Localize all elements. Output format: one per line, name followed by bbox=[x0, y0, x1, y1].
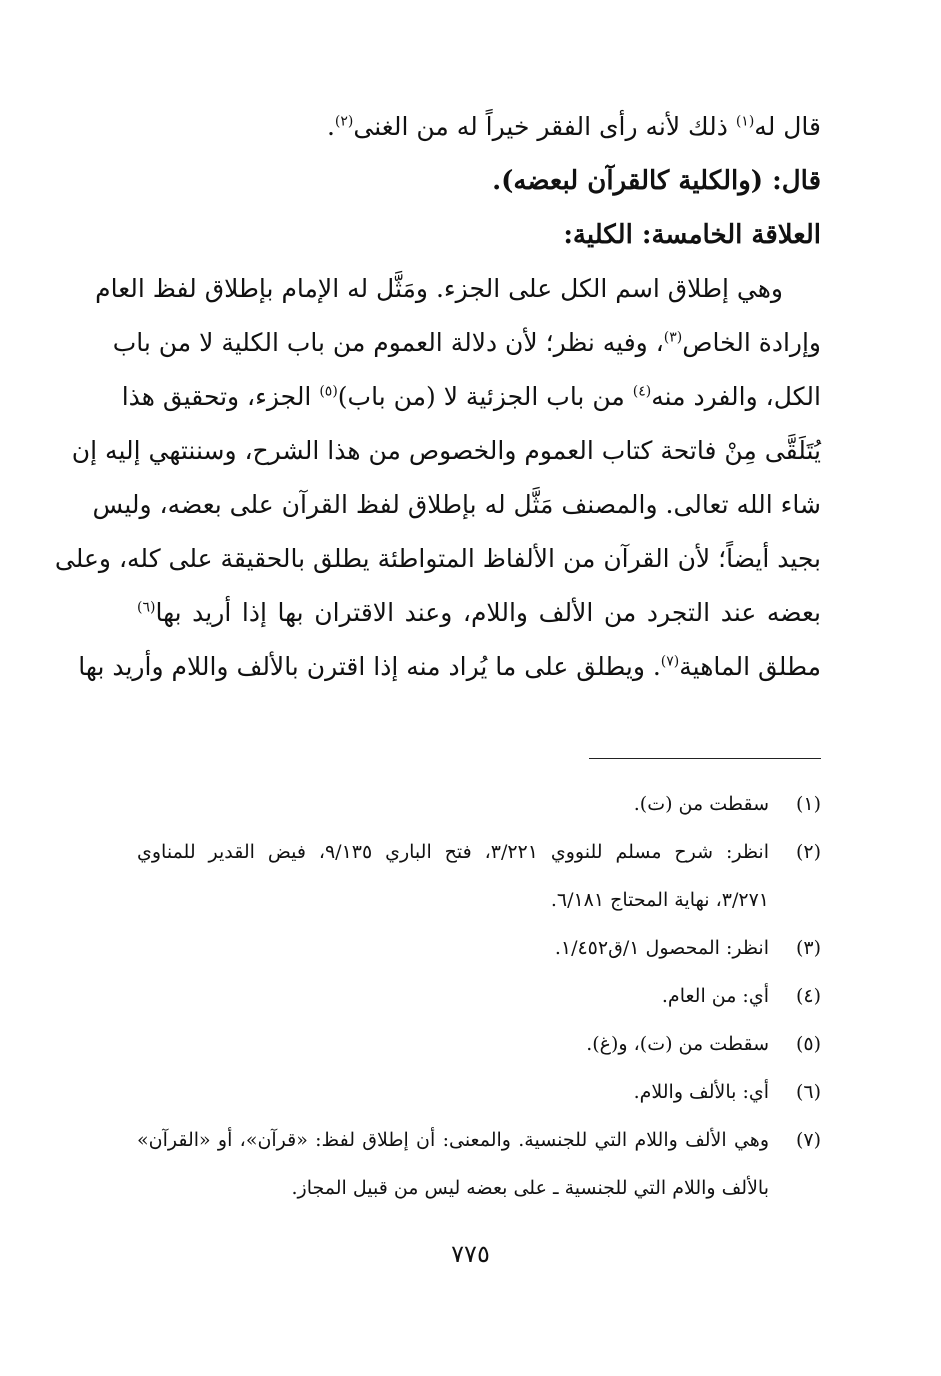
footnote-text-continued: بالألف واللام التي للجنسية ـ على بعضه ليس من قبيل المجاز. bbox=[291, 1177, 769, 1199]
footnote-ref-1: (١) bbox=[735, 113, 755, 130]
footnote-number: (٦) bbox=[795, 1081, 821, 1103]
footnote-text: وهي الألف واللام التي للجنسية. والمعنى: أن إطلاق لفظ: «قرآن»، أو «القرآن» bbox=[137, 1129, 769, 1151]
footnote-1 bbox=[137, 780, 821, 828]
page-number: ٧٧٥ bbox=[451, 1240, 490, 1268]
footnote-ref-6: (٦) bbox=[137, 599, 156, 616]
text-line-1: قال له$^{(١)}$ ذلك لأنه رأى الفقر خيراً له من الغنى$^{(٢)}$. bbox=[326, 112, 821, 141]
footnote-text: انظر: المحصول ١/ق١/٤٥٢. bbox=[554, 937, 769, 959]
footnote-4 bbox=[137, 972, 821, 1020]
footnote-text: أي: بالألف واللام. bbox=[633, 1081, 769, 1103]
footnote-text: انظر: شرح مسلم للنووي ٣/٢٢١، فتح الباري ٩/١٣٥، فيض القدير للمناوي bbox=[137, 841, 770, 863]
footnote-text: أي: من العام. bbox=[661, 985, 769, 1007]
footnote-number: (٤) bbox=[795, 985, 821, 1007]
footnote-number: (٣) bbox=[795, 937, 821, 959]
footnote-5 bbox=[137, 1020, 821, 1068]
footnote-2 bbox=[137, 828, 821, 924]
paragraph-line-6: بجيد أيضاً؛ لأن القرآن من الألفاظ المتواطئة يطلق بالحقيقة على كله، وعلى bbox=[54, 544, 821, 573]
footnote-number: (٢) bbox=[795, 841, 821, 863]
paragraph-line-5: شاء الله تعالى. والمصنف مَثَّل له بإطلاق لفظ القرآن على بعضه، وليس bbox=[92, 490, 821, 519]
section-heading: العلاقة الخامسة: الكلية: bbox=[563, 220, 821, 250]
footnote-7 bbox=[137, 1116, 821, 1212]
footnote-text-continued: ٣/٢٧١، نهاية المحتاج ٦/١٨١. bbox=[550, 889, 769, 911]
footnote-ref-4: (٤) bbox=[632, 383, 652, 400]
footnote-ref-5: (٥) bbox=[319, 383, 338, 400]
footnote-ref-2: (٢) bbox=[334, 113, 354, 130]
paragraph-line-7: بعضه عند التجرد من الألف واللام، وعند الاقتران بها إذا أريد بها$^{(٦)}$ bbox=[137, 598, 821, 627]
footnote-number: (٥) bbox=[795, 1033, 821, 1055]
footnote-ref-3: (٣) bbox=[663, 329, 683, 346]
footnote-text: سقطت من (ت). bbox=[633, 793, 769, 815]
footnote-number: (١) bbox=[795, 793, 821, 815]
paragraph-line-4: يُتَلَقَّى مِنْ فاتحة كتاب العموم والخصوص من هذا الشرح، وسننتهي إليه إن bbox=[71, 436, 821, 465]
footnote-3 bbox=[137, 924, 821, 972]
paragraph-line-2: وإرادة الخاص$^{(٣)}$، وفيه نظر؛ لأن دلالة العموم من باب الكلية لا من باب bbox=[112, 328, 821, 357]
footnote-ref-7: (٧) bbox=[660, 653, 680, 670]
footnote-6 bbox=[137, 1068, 821, 1116]
paragraph-line-1: وهي إطلاق اسم الكل على الجزء. ومَثَّل له الإمام بإطلاق لفظ العام bbox=[95, 274, 783, 303]
section-quote-heading: قال: (والكلية كالقرآن لبعضه). bbox=[492, 166, 821, 196]
paragraph-line-3: الكل، والفرد منه$^{(٤)}$ من باب الجزئية لا (من باب)$^{(٥)}$ الجزء، وتحقيق هذا bbox=[121, 382, 821, 411]
footnote-text: سقطت من (ت)، و(غ). bbox=[586, 1033, 769, 1055]
paragraph-line-8: مطلق الماهية$^{(٧)}$. ويطلق على ما يُراد منه إذا اقترن بالألف واللام وأريد بها bbox=[78, 652, 821, 681]
footnote-number: (٧) bbox=[795, 1129, 821, 1151]
main-text bbox=[54, 100, 821, 694]
footnote-separator bbox=[589, 758, 821, 759]
footnotes bbox=[137, 780, 821, 1212]
